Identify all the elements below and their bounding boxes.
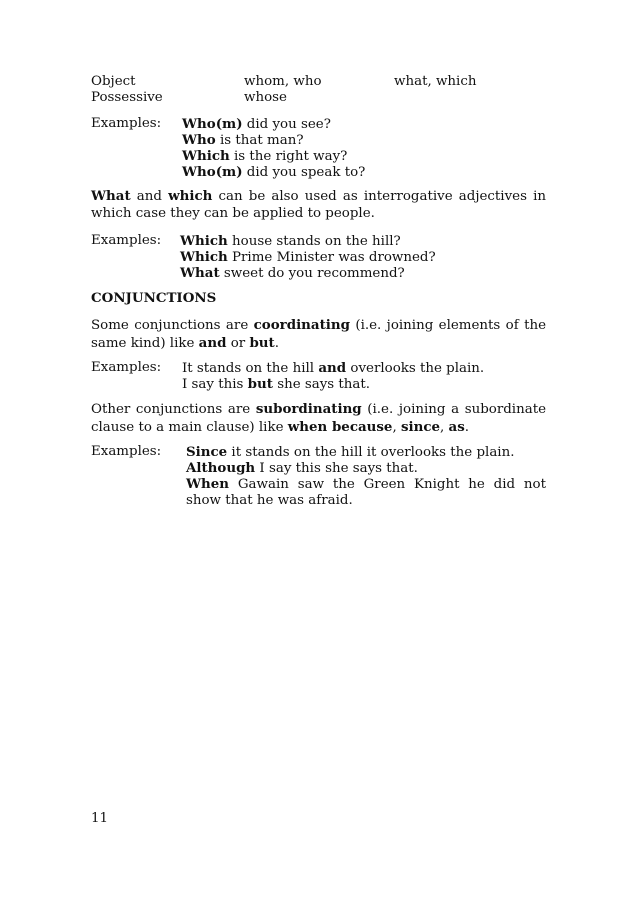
example-line: Which Prime Minister was drowned? [180, 249, 436, 265]
example-line: Which is the right way? [182, 148, 348, 164]
examples-label: Examples: [91, 444, 162, 459]
paragraph-coordinating: Some conjunctions are coordinating (i.e. joining elements of the same kind) like and or but. [91, 317, 547, 351]
example-line: It stands on the hill and overlooks the plain. [182, 360, 485, 376]
object-nonpersonal: what, which [394, 74, 477, 89]
example-line: What sweet do you recommend? [180, 265, 405, 281]
paragraph-interrogative-adjectives: What and which can be also used as interrogative adjectives in which case they can be applied to people. [91, 188, 546, 221]
example-line: Since it stands on the hill it overlooks the plain. [186, 444, 515, 460]
paragraph-subordinating: Other conjunctions are subordinating (i.e. joining a subordinate clause to a main clause) like when because, since, as. [91, 401, 546, 435]
examples-label: Examples: [91, 116, 162, 131]
examples-label: Examples: [91, 360, 162, 375]
example-line: Which house stands on the hill? [180, 233, 401, 249]
example-line: Who is that man? [182, 132, 304, 148]
page-number: 11 [91, 811, 109, 826]
example-line: Who(m) did you speak to? [182, 164, 366, 180]
section-heading: CONJUNCTIONS [91, 290, 217, 306]
row-label-possessive: Possessive [91, 90, 163, 105]
example-line: Although I say this she says that. [186, 460, 418, 476]
example-line: Who(m) did you see? [182, 116, 331, 132]
possessive-personal: whose [244, 90, 287, 105]
example-line: When Gawain saw the Green Knight he did not show that he was afraid. [186, 476, 546, 508]
example-line: I say this but she says that. [182, 376, 371, 392]
examples-label: Examples: [91, 233, 162, 248]
object-personal: whom, who [244, 74, 322, 89]
row-label-object: Object [91, 74, 136, 89]
